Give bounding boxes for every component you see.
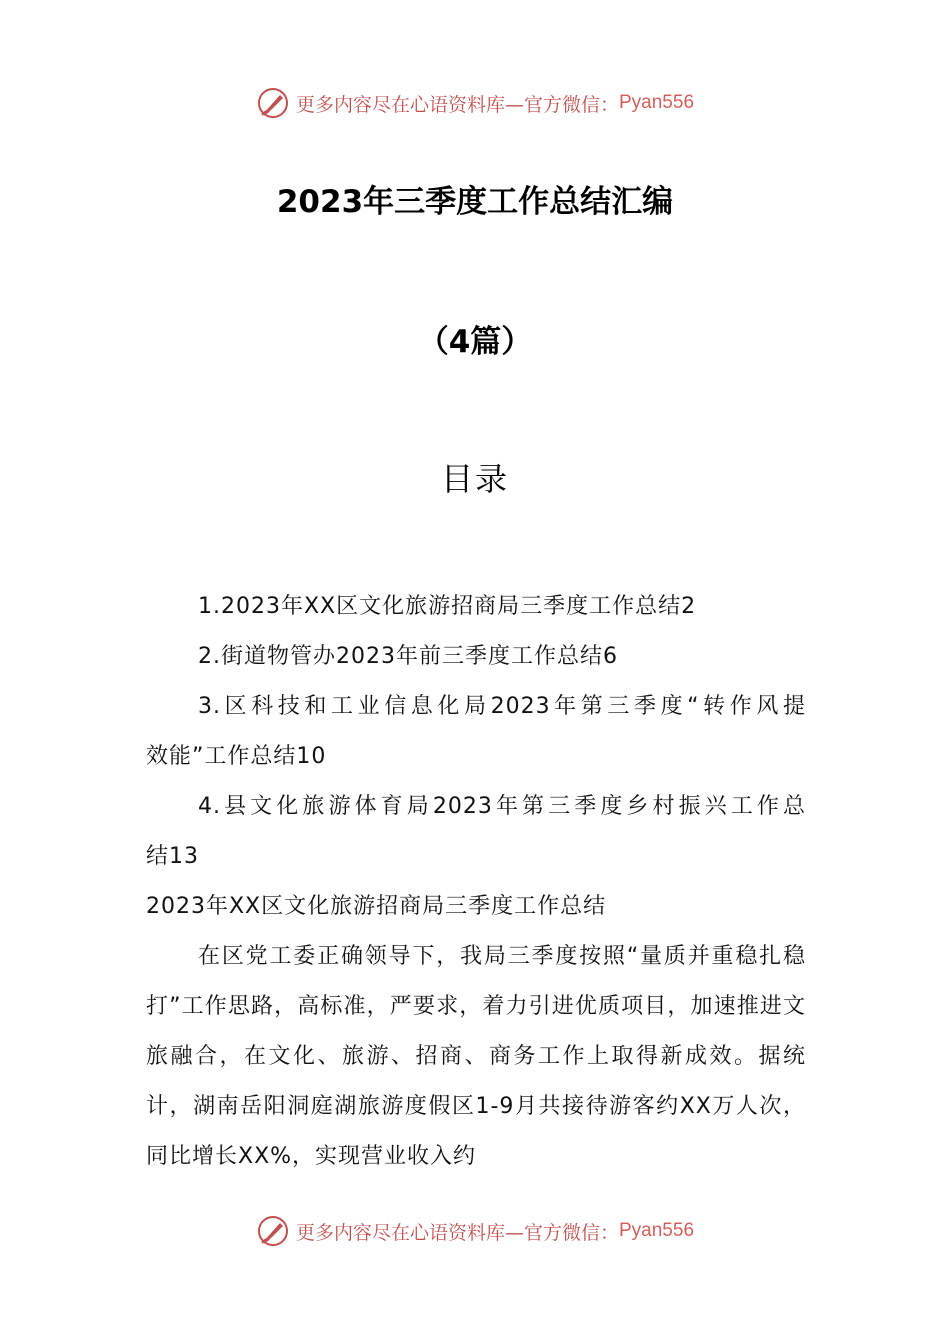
toc-item-4-line-2[interactable]: 结13 (146, 844, 199, 869)
document-count: （4篇） (417, 324, 533, 360)
watermark-text: 更多内容尽在心语资料库—官方微信： (295, 1221, 619, 1244)
toc-item-1[interactable]: 1.2023年XX区文化旅游招商局三季度工作总结2 (198, 594, 697, 619)
toc-heading: 目录 (440, 460, 509, 498)
watermark-text: 更多内容尽在心语资料库—官方微信： (295, 93, 619, 116)
toc-item-3-line-1[interactable]: 3.区科技和工业信息化局2023年第三季度“转作风提 (198, 694, 806, 719)
section-paragraph: 在区党工委正确领导下，我局三季度按照“量质并重稳扎稳打”工作思路，高标准，严要求，着力引进优质项目，加速推进文旅融合，在文化、旅游、招商、商务工作上取得新成效。据统计，湖南岳阳洞庭湖旅游度假区1-9月共接待游客约XX万人次，同比增长XX%，实现营业收入约 (146, 944, 806, 1169)
toc-item-2[interactable]: 2.街道物管办2023年前三季度工作总结6 (198, 644, 618, 669)
section-title: 2023年XX区文化旅游招商局三季度工作总结 (146, 894, 607, 919)
watermark-wechat-id: Pyan556 (619, 1220, 695, 1241)
watermark-wechat-id: Pyan556 (619, 92, 695, 113)
watermark-banner-top (0, 80, 950, 126)
toc-item-4-line-1[interactable]: 4.县文化旅游体育局2023年第三季度乡村振兴工作总 (198, 794, 806, 819)
quill-logo-icon (256, 1214, 290, 1248)
watermark-banner-bottom (0, 1208, 950, 1254)
quill-logo-icon (256, 86, 290, 120)
document-title: 2023年三季度工作总结汇编 (276, 184, 674, 220)
toc-item-3-line-2[interactable]: 效能”工作总结10 (146, 744, 327, 769)
table-of-contents (146, 582, 806, 1182)
